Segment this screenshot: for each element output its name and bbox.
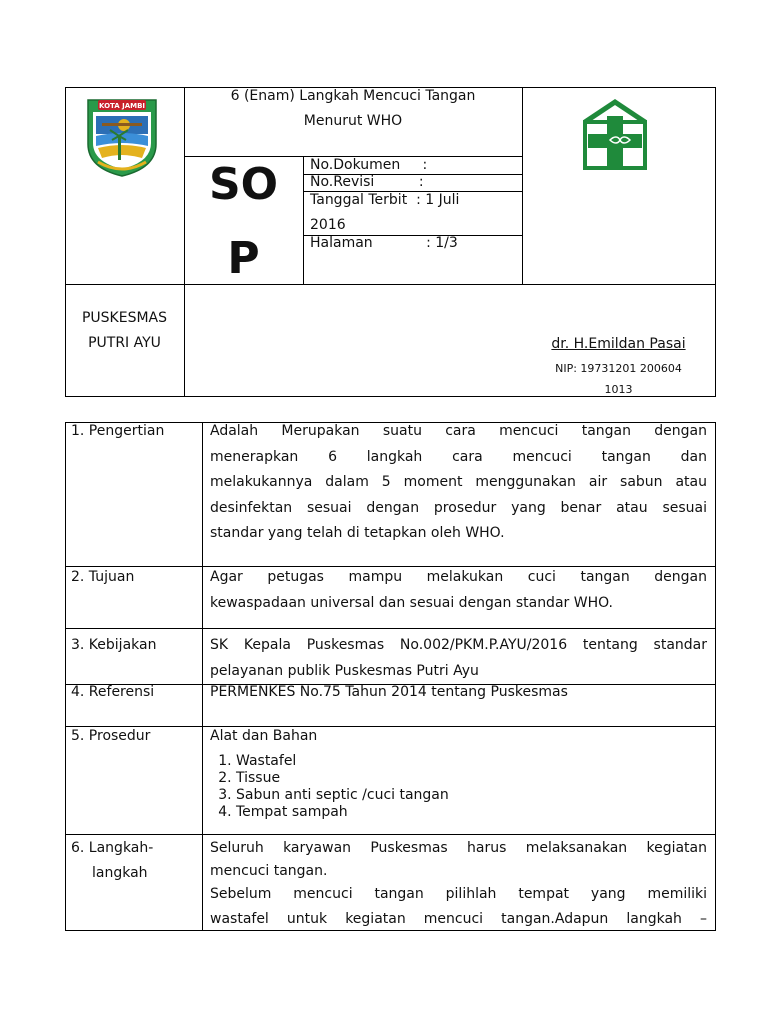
text-line: desinfektan sesuai dengan prosedur yang benar atau sesuai	[210, 499, 707, 516]
section-text-pengertian	[210, 419, 707, 547]
section-label-langkah-line1: 6. Langkah-	[71, 840, 154, 856]
signer-name: dr. H.Emildan Pasai	[551, 336, 686, 352]
section-label-langkah-line2: langkah	[92, 865, 148, 881]
section-label-prosedur: 5. Prosedur	[71, 728, 151, 744]
text-line: menerapkan 6 langkah cara mencuci tangan dan	[210, 448, 707, 465]
section-text-kebijakan	[210, 633, 707, 684]
text-line: SK Kepala Puskesmas No.002/PKM.P.AYU/2016 tentang standar	[210, 637, 707, 653]
meta-tanggal-terbit: Tanggal Terbit : 1 Juli	[310, 192, 460, 208]
signer-nip-line2: 1013	[604, 383, 633, 396]
section-text-referensi: PERMENKES No.75 Tahun 2014 tentang Puskesmas	[210, 684, 568, 700]
list-item: 4. Tempat sampah	[236, 804, 706, 821]
meta-tanggal-year: 2016	[310, 217, 346, 233]
text-line: wastafel untuk kegiatan mencuci tangan.Adapun langkah –	[210, 911, 707, 927]
list-item: 3. Sabun anti septic /cuci tangan	[236, 787, 706, 804]
sop-label-line1: SO	[208, 159, 279, 210]
sop-label-line2: P	[227, 233, 260, 284]
meta-no-dokumen: No.Dokumen :	[310, 157, 428, 173]
list-item: 2. Tissue	[236, 770, 706, 787]
text-line: melakukannya dalam 5 moment menggunakan air sabun atau	[210, 474, 707, 490]
section-text-langkah	[210, 836, 707, 932]
list-item: 1. Wastafel	[236, 753, 706, 770]
puskesmas-cross-logo	[580, 98, 650, 172]
section-label-tujuan: 2. Tujuan	[71, 569, 135, 585]
document-title-line1: 6 (Enam) Langkah Mencuci Tangan	[230, 88, 476, 104]
text-line: Adalah Merupakan suatu cara mencuci tangan dengan	[210, 423, 707, 439]
document-title-line2: Menurut WHO	[303, 113, 403, 129]
org-name-line2: PUTRI AYU	[88, 335, 161, 351]
text-line: Sebelum mencuci tangan pilihlah tempat yang memiliki	[210, 886, 707, 902]
section-label-pengertian: 1. Pengertian	[71, 423, 165, 439]
text-line: mencuci tangan.	[210, 863, 328, 879]
section-label-referensi: 4. Referensi	[71, 684, 155, 700]
alat-bahan-list	[210, 753, 706, 821]
kota-jambi-logo	[84, 96, 160, 178]
text-line: standar yang telah di tetapkan oleh WHO.	[210, 525, 505, 541]
meta-no-revisi: No.Revisi :	[310, 174, 424, 190]
signer-nip-line1: NIP: 19731201 200604	[555, 362, 682, 375]
org-name-line1: PUSKESMAS	[81, 310, 168, 326]
text-line: pelayanan publik Puskesmas Putri Ayu	[210, 662, 479, 679]
text-line: Seluruh karyawan Puskesmas harus melaksanakan kegiatan	[210, 840, 707, 856]
text-line: Agar petugas mampu melakukan cuci tangan dengan	[210, 569, 707, 585]
meta-halaman: Halaman : 1/3	[310, 235, 458, 251]
section-heading-alat-bahan: Alat dan Bahan	[210, 728, 318, 744]
section-label-kebijakan: 3. Kebijakan	[71, 637, 157, 653]
text-line: kewaspadaan universal dan sesuai dengan standar WHO.	[210, 594, 614, 611]
section-text-tujuan	[210, 565, 707, 616]
logo-kota-jambi-text: KOTA JAMBI	[98, 102, 146, 110]
